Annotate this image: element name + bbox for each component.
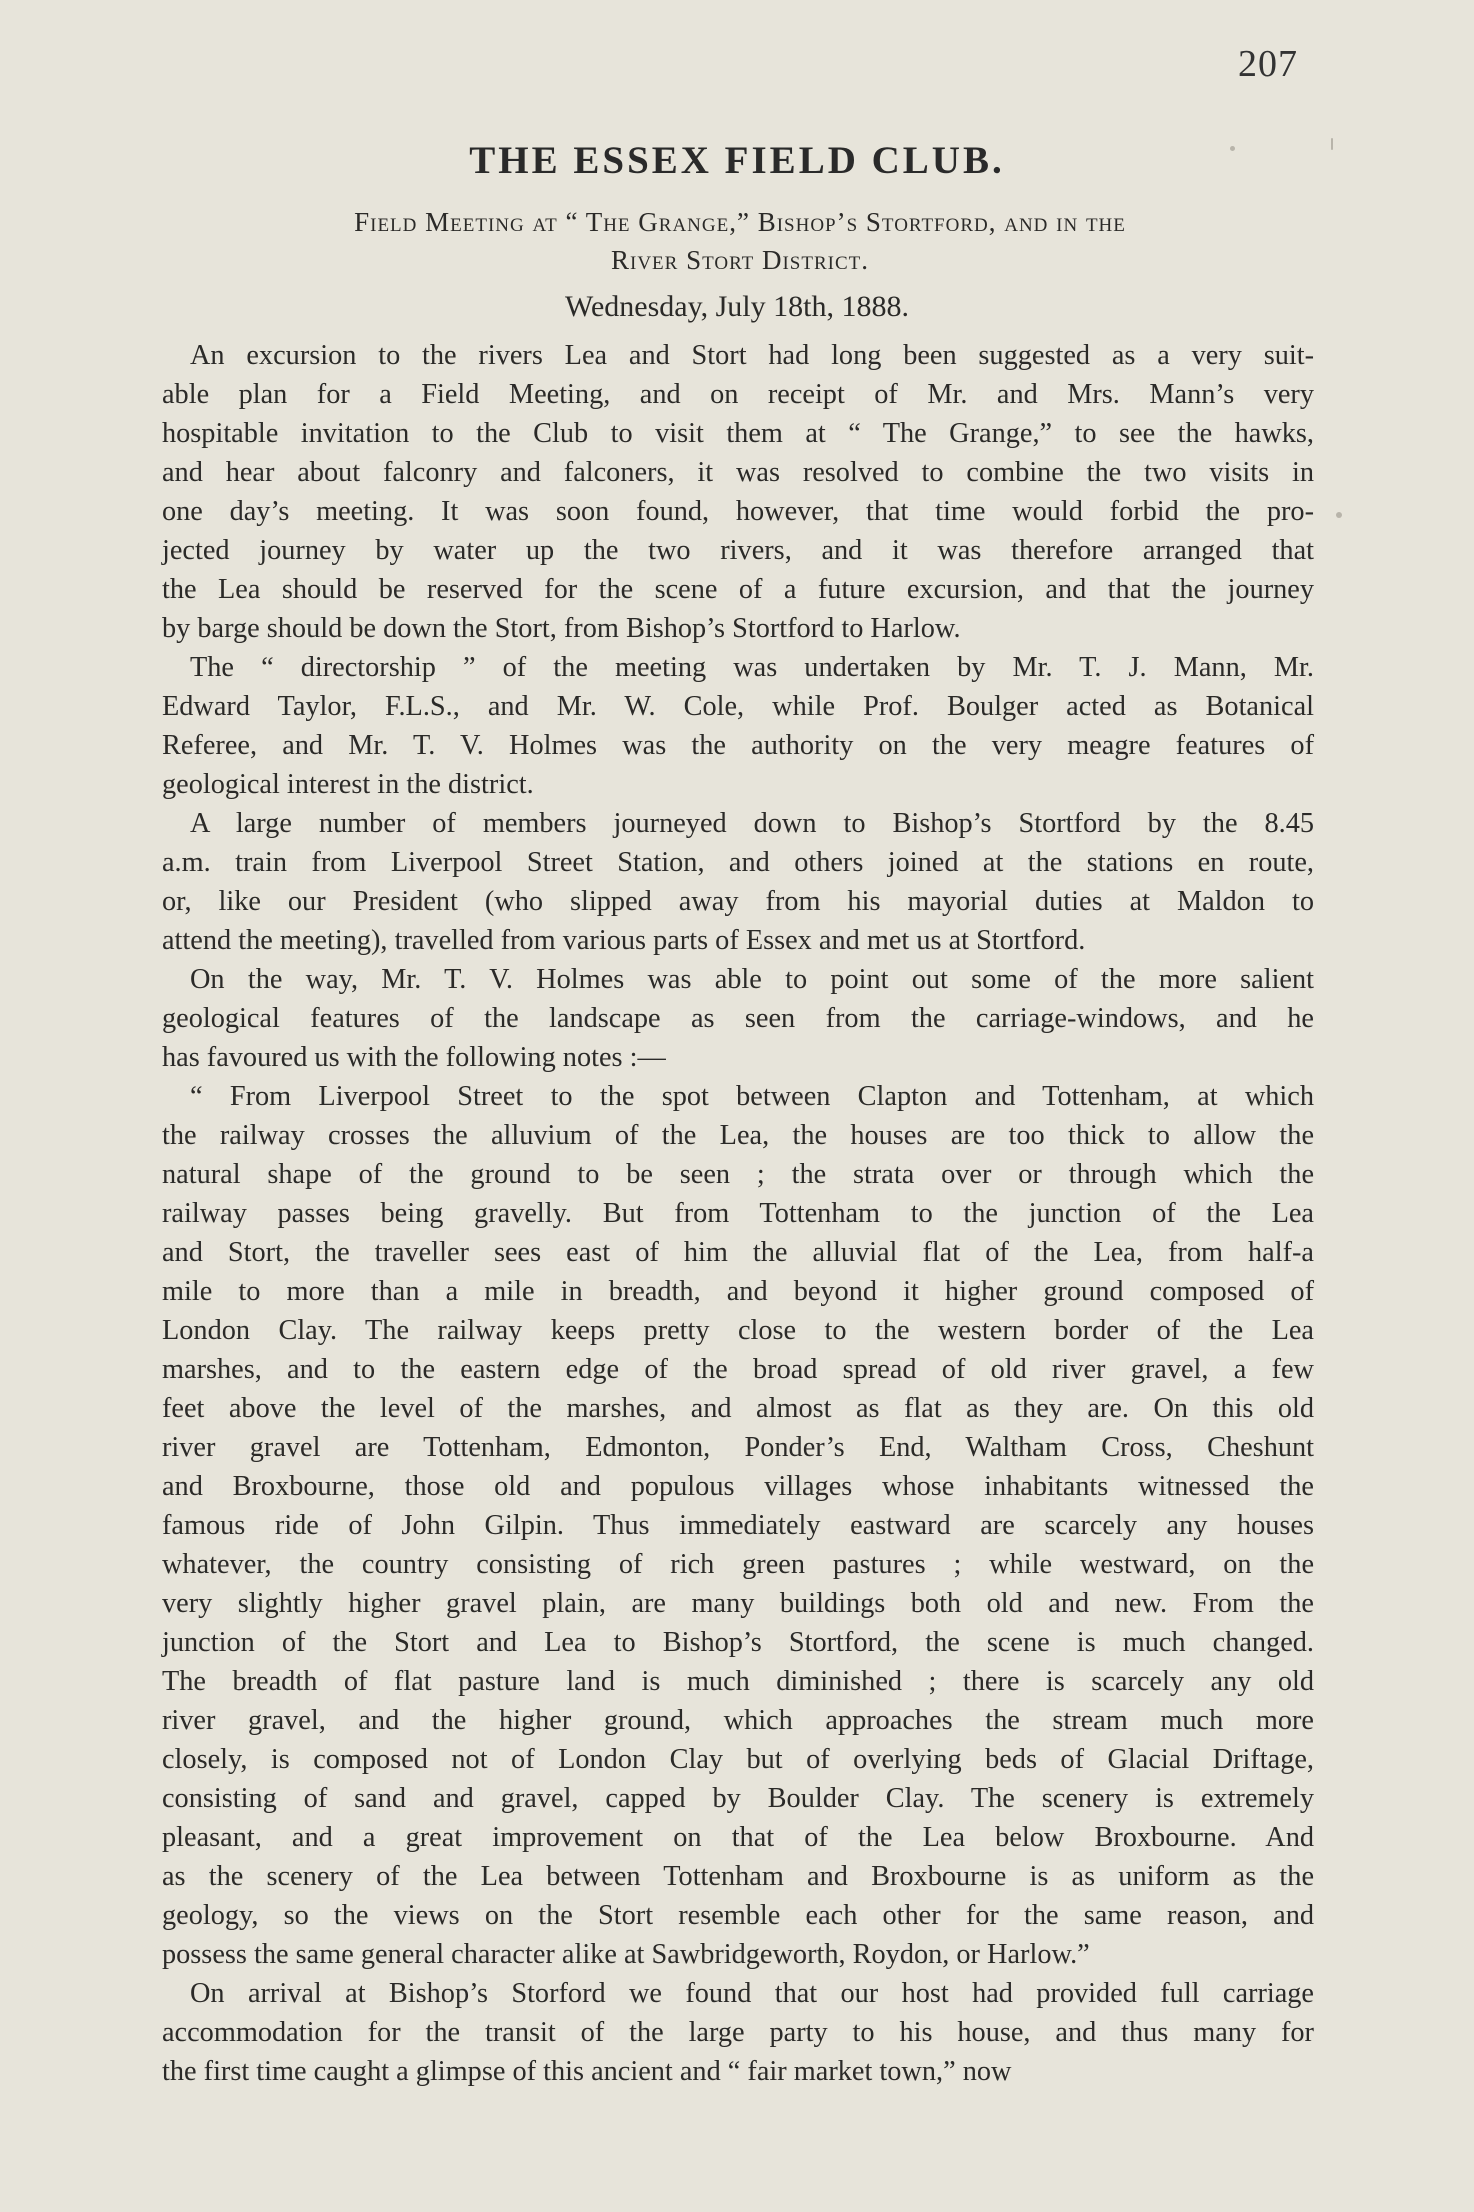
- text-line: has favoured us with the following notes :—: [162, 1042, 666, 1073]
- paper-speck: [1331, 138, 1333, 150]
- article-body: [162, 336, 1314, 2091]
- text-line: accommodation for the transit of the large party to his house, and thus many for: [162, 2017, 1314, 2048]
- text-line: and hear about falconry and falconers, it was resolved to combine the two visits in: [162, 457, 1314, 488]
- text-line: geology, so the views on the Stort resemble each other for the same reason, and: [162, 1900, 1314, 1931]
- text-line: mile to more than a mile in breadth, and beyond it higher ground composed of: [162, 1276, 1314, 1307]
- text-line: feet above the level of the marshes, and almost as flat as they are. On this old: [162, 1393, 1314, 1424]
- text-line: by barge should be down the Stort, from Bishop’s Stortford to Harlow.: [162, 613, 961, 644]
- text-line: the railway crosses the alluvium of the Lea, the houses are too thick to allow the: [162, 1120, 1314, 1151]
- text-line: natural shape of the ground to be seen ; the strata over or through which the: [162, 1159, 1314, 1190]
- text-line: Edward Taylor, F.L.S., and Mr. W. Cole, while Prof. Boulger acted as Botanical: [162, 691, 1314, 722]
- text-line: consisting of sand and gravel, capped by Boulder Clay. The scenery is extremely: [162, 1783, 1314, 1814]
- paragraph: [162, 960, 1314, 1077]
- text-line: attend the meeting), travelled from various parts of Essex and met us at Stortford.: [162, 925, 1086, 956]
- paper-speck: [1230, 146, 1235, 151]
- text-line: junction of the Stort and Lea to Bishop’s Stortford, the scene is much changed.: [162, 1627, 1314, 1658]
- text-line: An excursion to the rivers Lea and Stort had long been suggested as a very suit-: [190, 340, 1314, 371]
- text-line: “ From Liverpool Street to the spot between Clapton and Tottenham, at which: [190, 1081, 1314, 1112]
- subtitle: [180, 203, 1300, 279]
- paragraph: [162, 648, 1314, 804]
- text-line: geological interest in the district.: [162, 769, 534, 800]
- text-line: one day’s meeting. It was soon found, however, that time would forbid the pro-: [162, 496, 1314, 527]
- text-line: A large number of members journeyed down to Bishop’s Stortford by the 8.45: [190, 808, 1314, 839]
- text-line: On arrival at Bishop’s Storford we found that our host had provided full carriage: [190, 1978, 1314, 2009]
- text-line: river gravel are Tottenham, Edmonton, Ponder’s End, Waltham Cross, Cheshunt: [162, 1432, 1314, 1463]
- text-line: On the way, Mr. T. V. Holmes was able to point out some of the more salient: [190, 964, 1314, 995]
- text-line: river gravel, and the higher ground, which approaches the stream much more: [162, 1705, 1314, 1736]
- text-line: able plan for a Field Meeting, and on receipt of Mr. and Mrs. Mann’s very: [162, 379, 1314, 410]
- paragraph: [162, 804, 1314, 960]
- subtitle-line: River Stort District.: [610, 245, 869, 275]
- text-line: London Clay. The railway keeps pretty close to the western border of the Lea: [162, 1315, 1314, 1346]
- text-line: famous ride of John Gilpin. Thus immediately eastward are scarcely any houses: [162, 1510, 1314, 1541]
- text-line: the Lea should be reserved for the scene of a future excursion, and that the journey: [162, 574, 1314, 605]
- meeting-date: Wednesday, July 18th, 1888.: [565, 290, 909, 323]
- text-line: or, like our President (who slipped away from his mayorial duties at Maldon to: [162, 886, 1314, 917]
- text-line: The “ directorship ” of the meeting was undertaken by Mr. T. J. Mann, Mr.: [190, 652, 1314, 683]
- text-line: and Broxbourne, those old and populous villages whose inhabitants witnessed the: [162, 1471, 1314, 1502]
- text-line: and Stort, the traveller sees east of him the alluvial flat of the Lea, from half-a: [162, 1237, 1314, 1268]
- text-line: hospitable invitation to the Club to visit them at “ The Grange,” to see the hawks,: [162, 418, 1314, 449]
- text-line: Referee, and Mr. T. V. Holmes was the authority on the very meagre features of: [162, 730, 1314, 761]
- text-line: the first time caught a glimpse of this ancient and “ fair market town,” now: [162, 2056, 1012, 2087]
- text-line: geological features of the landscape as seen from the carriage-windows, and he: [162, 1003, 1314, 1034]
- page-title: THE ESSEX FIELD CLUB.: [469, 139, 1005, 182]
- text-line: The breadth of flat pasture land is much diminished ; there is scarcely any old: [162, 1666, 1314, 1697]
- text-line: pleasant, and a great improvement on that of the Lea below Broxbourne. And: [162, 1822, 1314, 1853]
- text-line: closely, is composed not of London Clay but of overlying beds of Glacial Driftage,: [162, 1744, 1314, 1775]
- text-line: whatever, the country consisting of rich green pastures ; while westward, on the: [162, 1549, 1314, 1580]
- text-line: very slightly higher gravel plain, are many buildings both old and new. From the: [162, 1588, 1314, 1619]
- page-number: 207: [1238, 43, 1298, 85]
- text-line: jected journey by water up the two rivers, and it was therefore arranged that: [162, 535, 1314, 566]
- text-line: possess the same general character alike at Sawbridgeworth, Roydon, or Harlow.”: [162, 1939, 1090, 1970]
- text-line: railway passes being gravelly. But from Tottenham to the junction of the Lea: [162, 1198, 1314, 1229]
- paragraph: [162, 336, 1314, 648]
- text-line: as the scenery of the Lea between Tottenham and Broxbourne is as uniform as the: [162, 1861, 1314, 1892]
- paragraph: [162, 1974, 1314, 2091]
- text-line: a.m. train from Liverpool Street Station, and others joined at the stations en route,: [162, 847, 1314, 878]
- text-line: marshes, and to the eastern edge of the broad spread of old river gravel, a few: [162, 1354, 1314, 1385]
- paragraph: [162, 1077, 1314, 1974]
- paper-speck: [1336, 512, 1342, 518]
- subtitle-line: Field Meeting at “ The Grange,” Bishop’s Stortford, and in the: [354, 207, 1126, 237]
